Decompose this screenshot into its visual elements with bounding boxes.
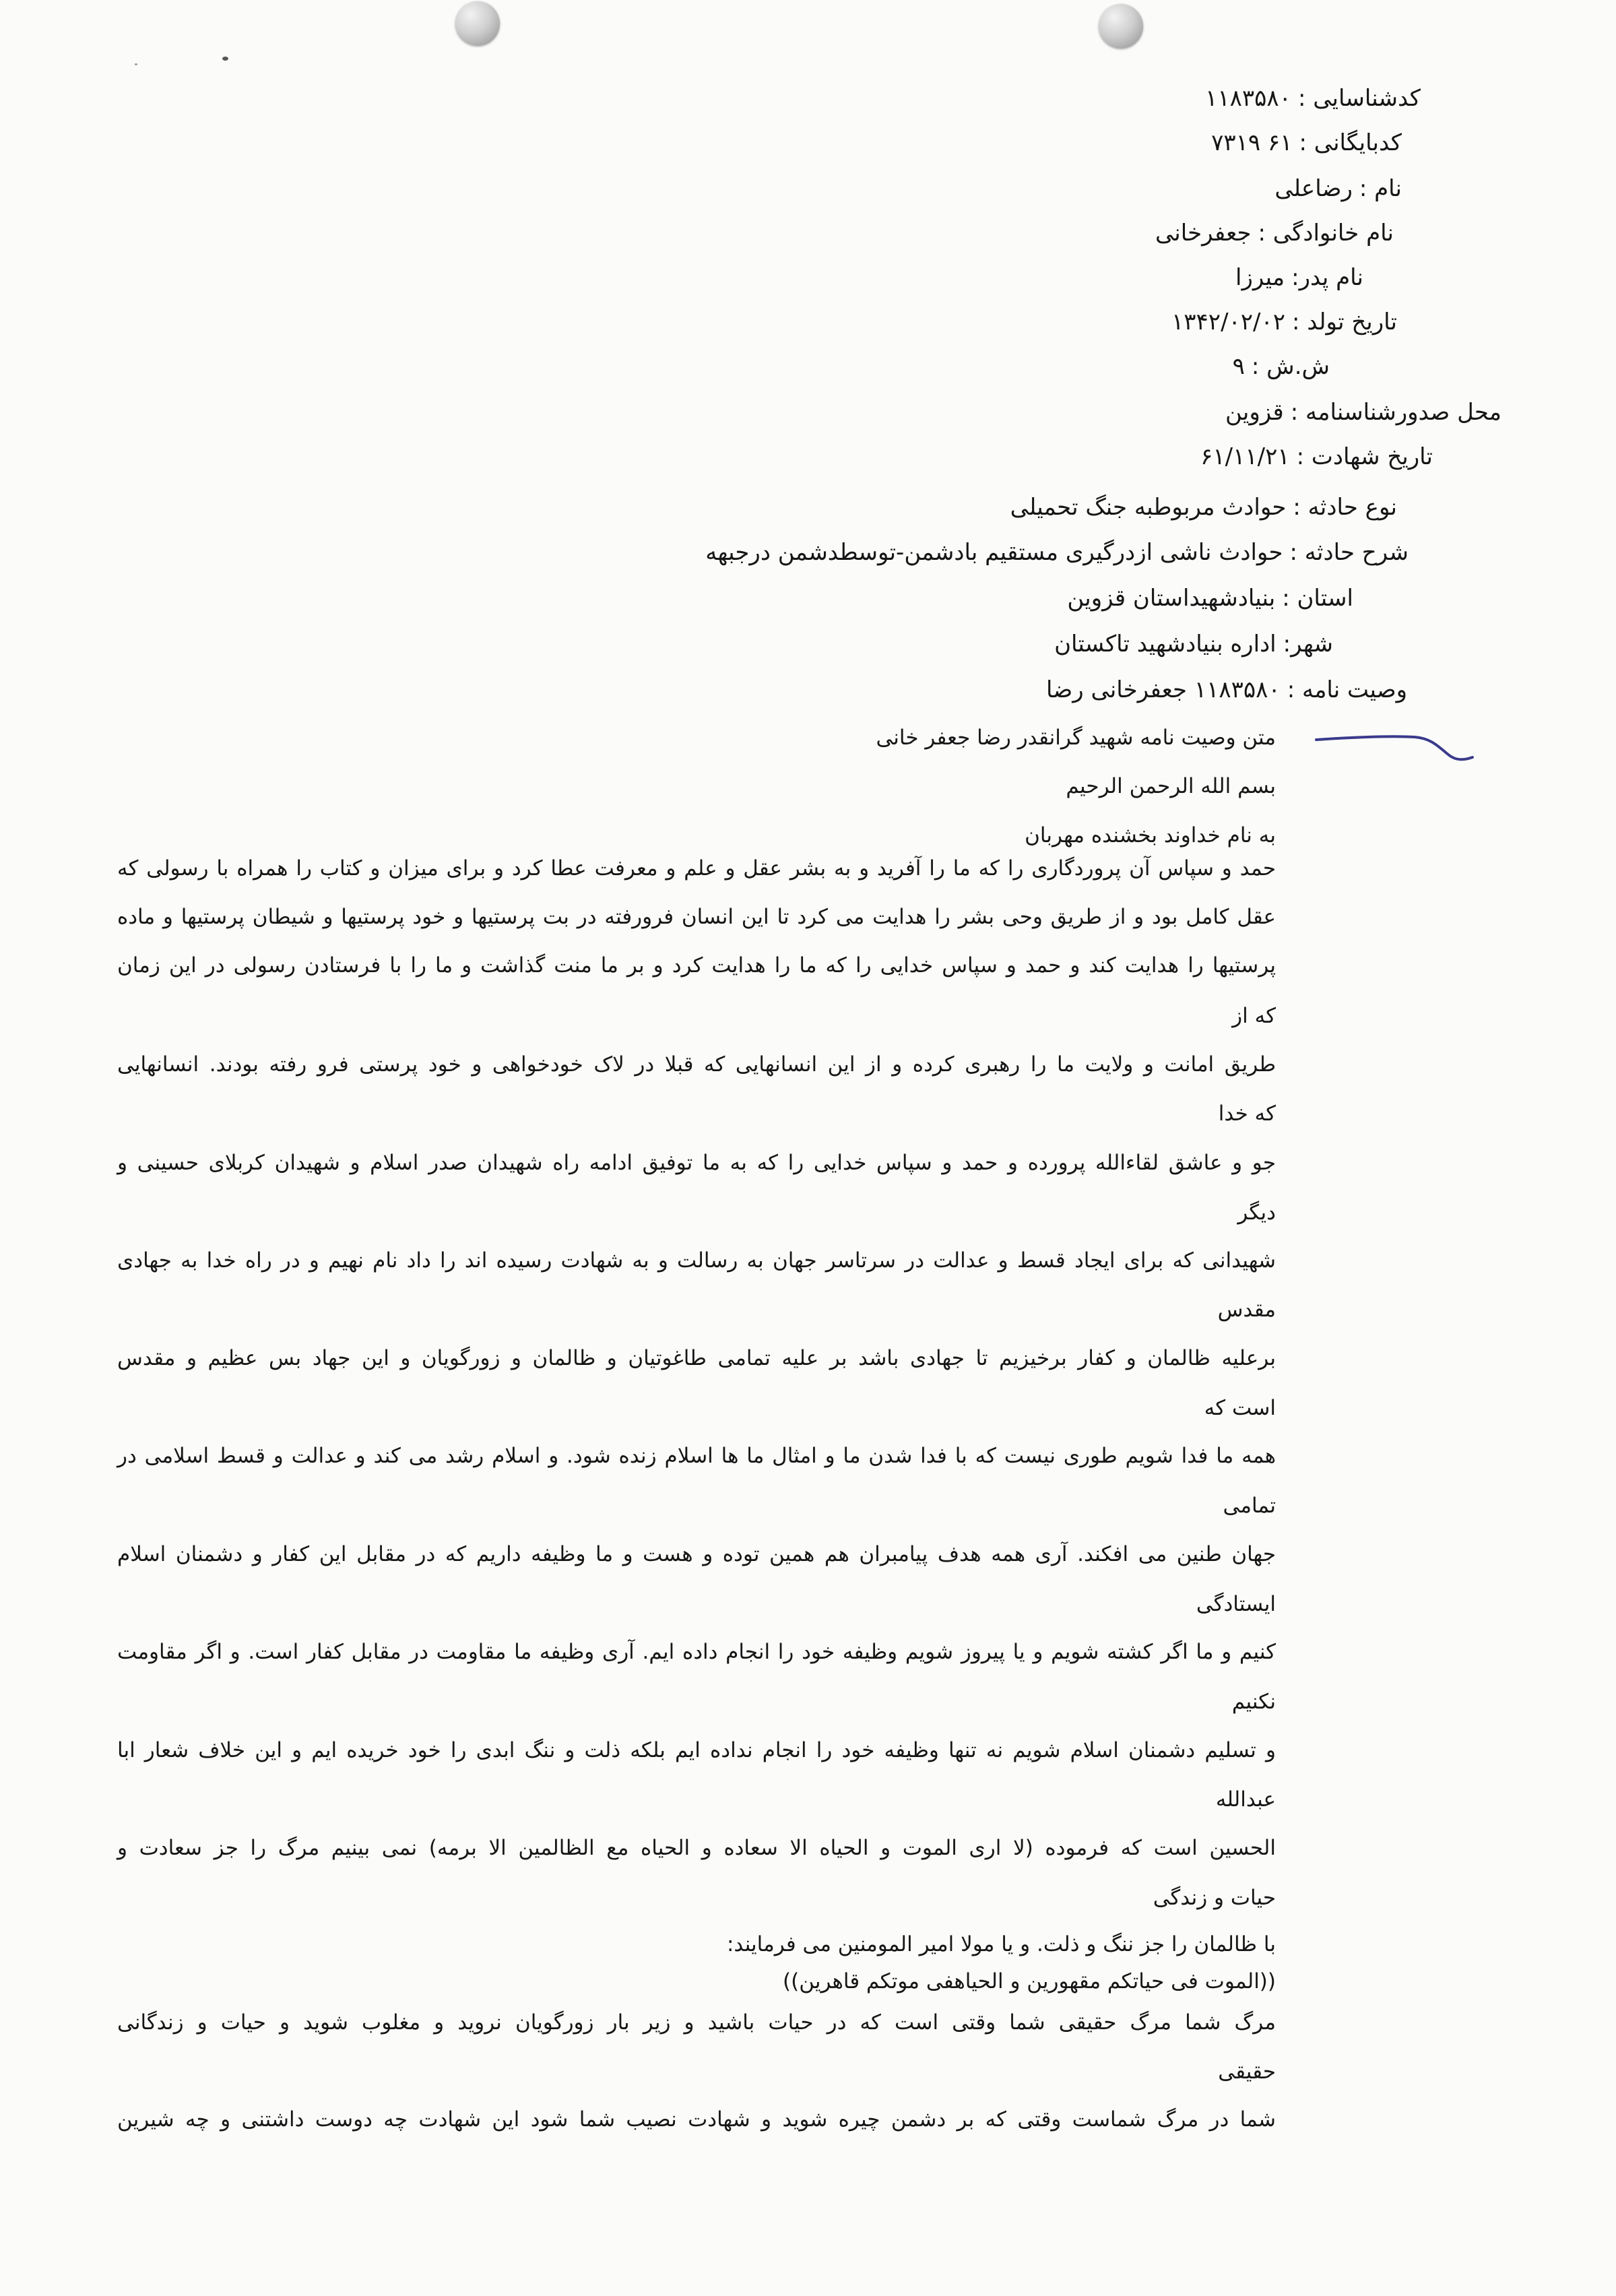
field-last-name: نام خانوادگی :جعفرخانی: [1155, 220, 1394, 247]
field-birth-date: تاریخ تولد :۱۳۴۲/۰۲/۰۲: [1171, 309, 1397, 336]
will-line: با ظالمان را جز ننگ و ذلت. و یا مولا امیر المومنین می فرمایند:: [726, 1932, 1276, 1956]
will-line: جو و عاشق لقاءالله پرورده و حمد و سپاس خدایی را که به ما توفیق ادامه راه شهیدان صدر اسلام و شهیدان کربلای حسینی و: [117, 1151, 1276, 1175]
will-line: طریق امانت و ولایت ما را رهبری کرده و از این انسانهایی که قبلا در لاک خودخواهی و خود پرستی فرو رفته بودند. انسانهایی: [117, 1052, 1276, 1077]
will-line: نکنیم: [1231, 1690, 1276, 1714]
will-line: پرستیها را هدایت کند و حمد و سپاس خدایی را که ما را هدایت کرد و بر ما منت گذاشت و ما را با فرستادن رسولی در این زمان: [117, 953, 1276, 978]
will-line: دیگر: [1237, 1201, 1276, 1225]
will-line: حیات و زندگی: [1153, 1886, 1276, 1910]
field-father-name: نام پدر:میرزا: [1235, 264, 1363, 291]
pen-underline-mark: [1314, 728, 1475, 768]
field-incident-type: نوع حادثه :حوادث مربوطبه جنگ تحمیلی: [1010, 494, 1397, 521]
field-id-number: ش.ش :۹: [1232, 353, 1330, 380]
field-city: شهر:اداره بنیادشهید تاکستان: [1054, 631, 1333, 658]
field-id-code: کدشناسایی :۱۱۸۳۵۸۰: [1205, 85, 1421, 112]
will-line: شما در مرگ شماست وقتی که بر دشمن چیره شوید و شهادت نصیب شما شود این شهادت چه دوست داشتنی و چه شیرین: [117, 2107, 1276, 2132]
scan-speck: [135, 63, 137, 65]
will-line: جهان طنین می افکند. آری همه هدف پیامبران هم همین توده و هست و ما وظیفه داریم که در مقابل این کفار و دشمنان اسلام: [117, 1542, 1276, 1566]
will-line: ((الموت فی حیاتکم مقهورین و الحیاهفی موتکم قاهرین)): [783, 1969, 1276, 1994]
field-issue-place: محل صدورشناسنامه :قزوین: [1225, 399, 1501, 426]
will-line: و تسلیم دشمنان اسلام شویم نه تنها وظیفه خود را انجام نداده ایم بلکه ذلت و ننگ ابدی را خود خریده ایم و این خلاف شعار ابا: [117, 1738, 1276, 1762]
will-line: حمد و سپاس آن پروردگاری را که ما را آفرید و به بشر عقل و علم و معرفت عطا کرد و برای میزان و کتاب را همراه با رسولی که: [117, 856, 1276, 881]
will-bismillah: بسم الله الرحمن الرحیم: [1066, 774, 1276, 798]
field-martyrdom-date: تاریخ شهادت :۶۱/۱۱/۲۱: [1200, 443, 1433, 470]
will-line: الحسین است که فرموده (لا اری الموت و الحیاه الا سعاده و الحیاه مع الظالمین الا برمه) نمی بینیم مرگ را جز سعادت و: [117, 1836, 1276, 1860]
will-line: حقیقی: [1218, 2060, 1276, 2084]
punch-hole-right: [1099, 4, 1143, 49]
will-line: همه ما فدا شویم طوری نیست که با فدا شدن ما و امثال ما ها اسلام زنده شود. و اسلام رشد می کند و عدالت و قسط اسلامی در: [117, 1444, 1276, 1468]
will-line: برعلیه ظالمان و کفار برخیزیم تا جهادی باشد بر علیه تمامی طاغوتیان و ظالمان و زورگویان و این جهاد بس عظیم و مقدس: [117, 1346, 1276, 1370]
will-line: که از: [1232, 1004, 1276, 1028]
will-line: کنیم و ما اگر کشته شویم و یا پیروز شویم وظیفه خود را انجام داده ایم. آری وظیفه ما مقاومت در مقابل کفار است. و اگر مقاومت: [117, 1640, 1276, 1664]
field-province: استان :بنیادشهیداستان قزوین: [1067, 585, 1353, 612]
will-line: مرگ شما مرگ حقیقی شما وقتی است که در حیات باشید و زیر بار زورگویان نروید و مغلوب شوید و حیات و زندگانی: [117, 2010, 1276, 2035]
will-translation: به نام خداوند بخشنده مهربان: [1025, 823, 1276, 848]
field-will-reference: وصیت نامه :۱۱۸۳۵۸۰ جعفرخانی رضا: [1046, 676, 1407, 703]
will-line: عقل کامل بود و از طریق وحی بشر را هدایت می کرد تا این انسان فرورفته در بت پرستیها و خود پرستیها و شیطان پرستیها و ماده: [117, 905, 1276, 929]
punch-hole-left: [455, 1, 500, 46]
will-line: ایستادگی: [1196, 1592, 1276, 1616]
will-title: متن وصیت نامه شهید گرانقدر رضا جعفر خانی: [876, 726, 1276, 750]
will-line: شهیدانی که برای ایجاد قسط و عدالت در سرتاسر جهان به رسالت و به شهادت رسیده اند را داد نام نهیم و در راه خدا به جهادی: [117, 1248, 1276, 1273]
scan-speck: [222, 57, 228, 61]
will-line: عبدالله: [1215, 1787, 1276, 1812]
will-line: است که: [1204, 1396, 1276, 1420]
will-line: تمامی: [1223, 1494, 1276, 1518]
field-incident-description: شرح حادثه :حوادث ناشی ازدرگیری مستقیم بادشمن-توسطدشمن درجبهه: [705, 539, 1409, 566]
will-line: مقدس: [1217, 1298, 1276, 1322]
will-line: که خدا: [1218, 1102, 1276, 1126]
field-archive-code: کدبایگانی :۶۱ ۷۳۱۹: [1211, 129, 1402, 156]
field-first-name: نام :رضاعلی: [1274, 175, 1402, 202]
